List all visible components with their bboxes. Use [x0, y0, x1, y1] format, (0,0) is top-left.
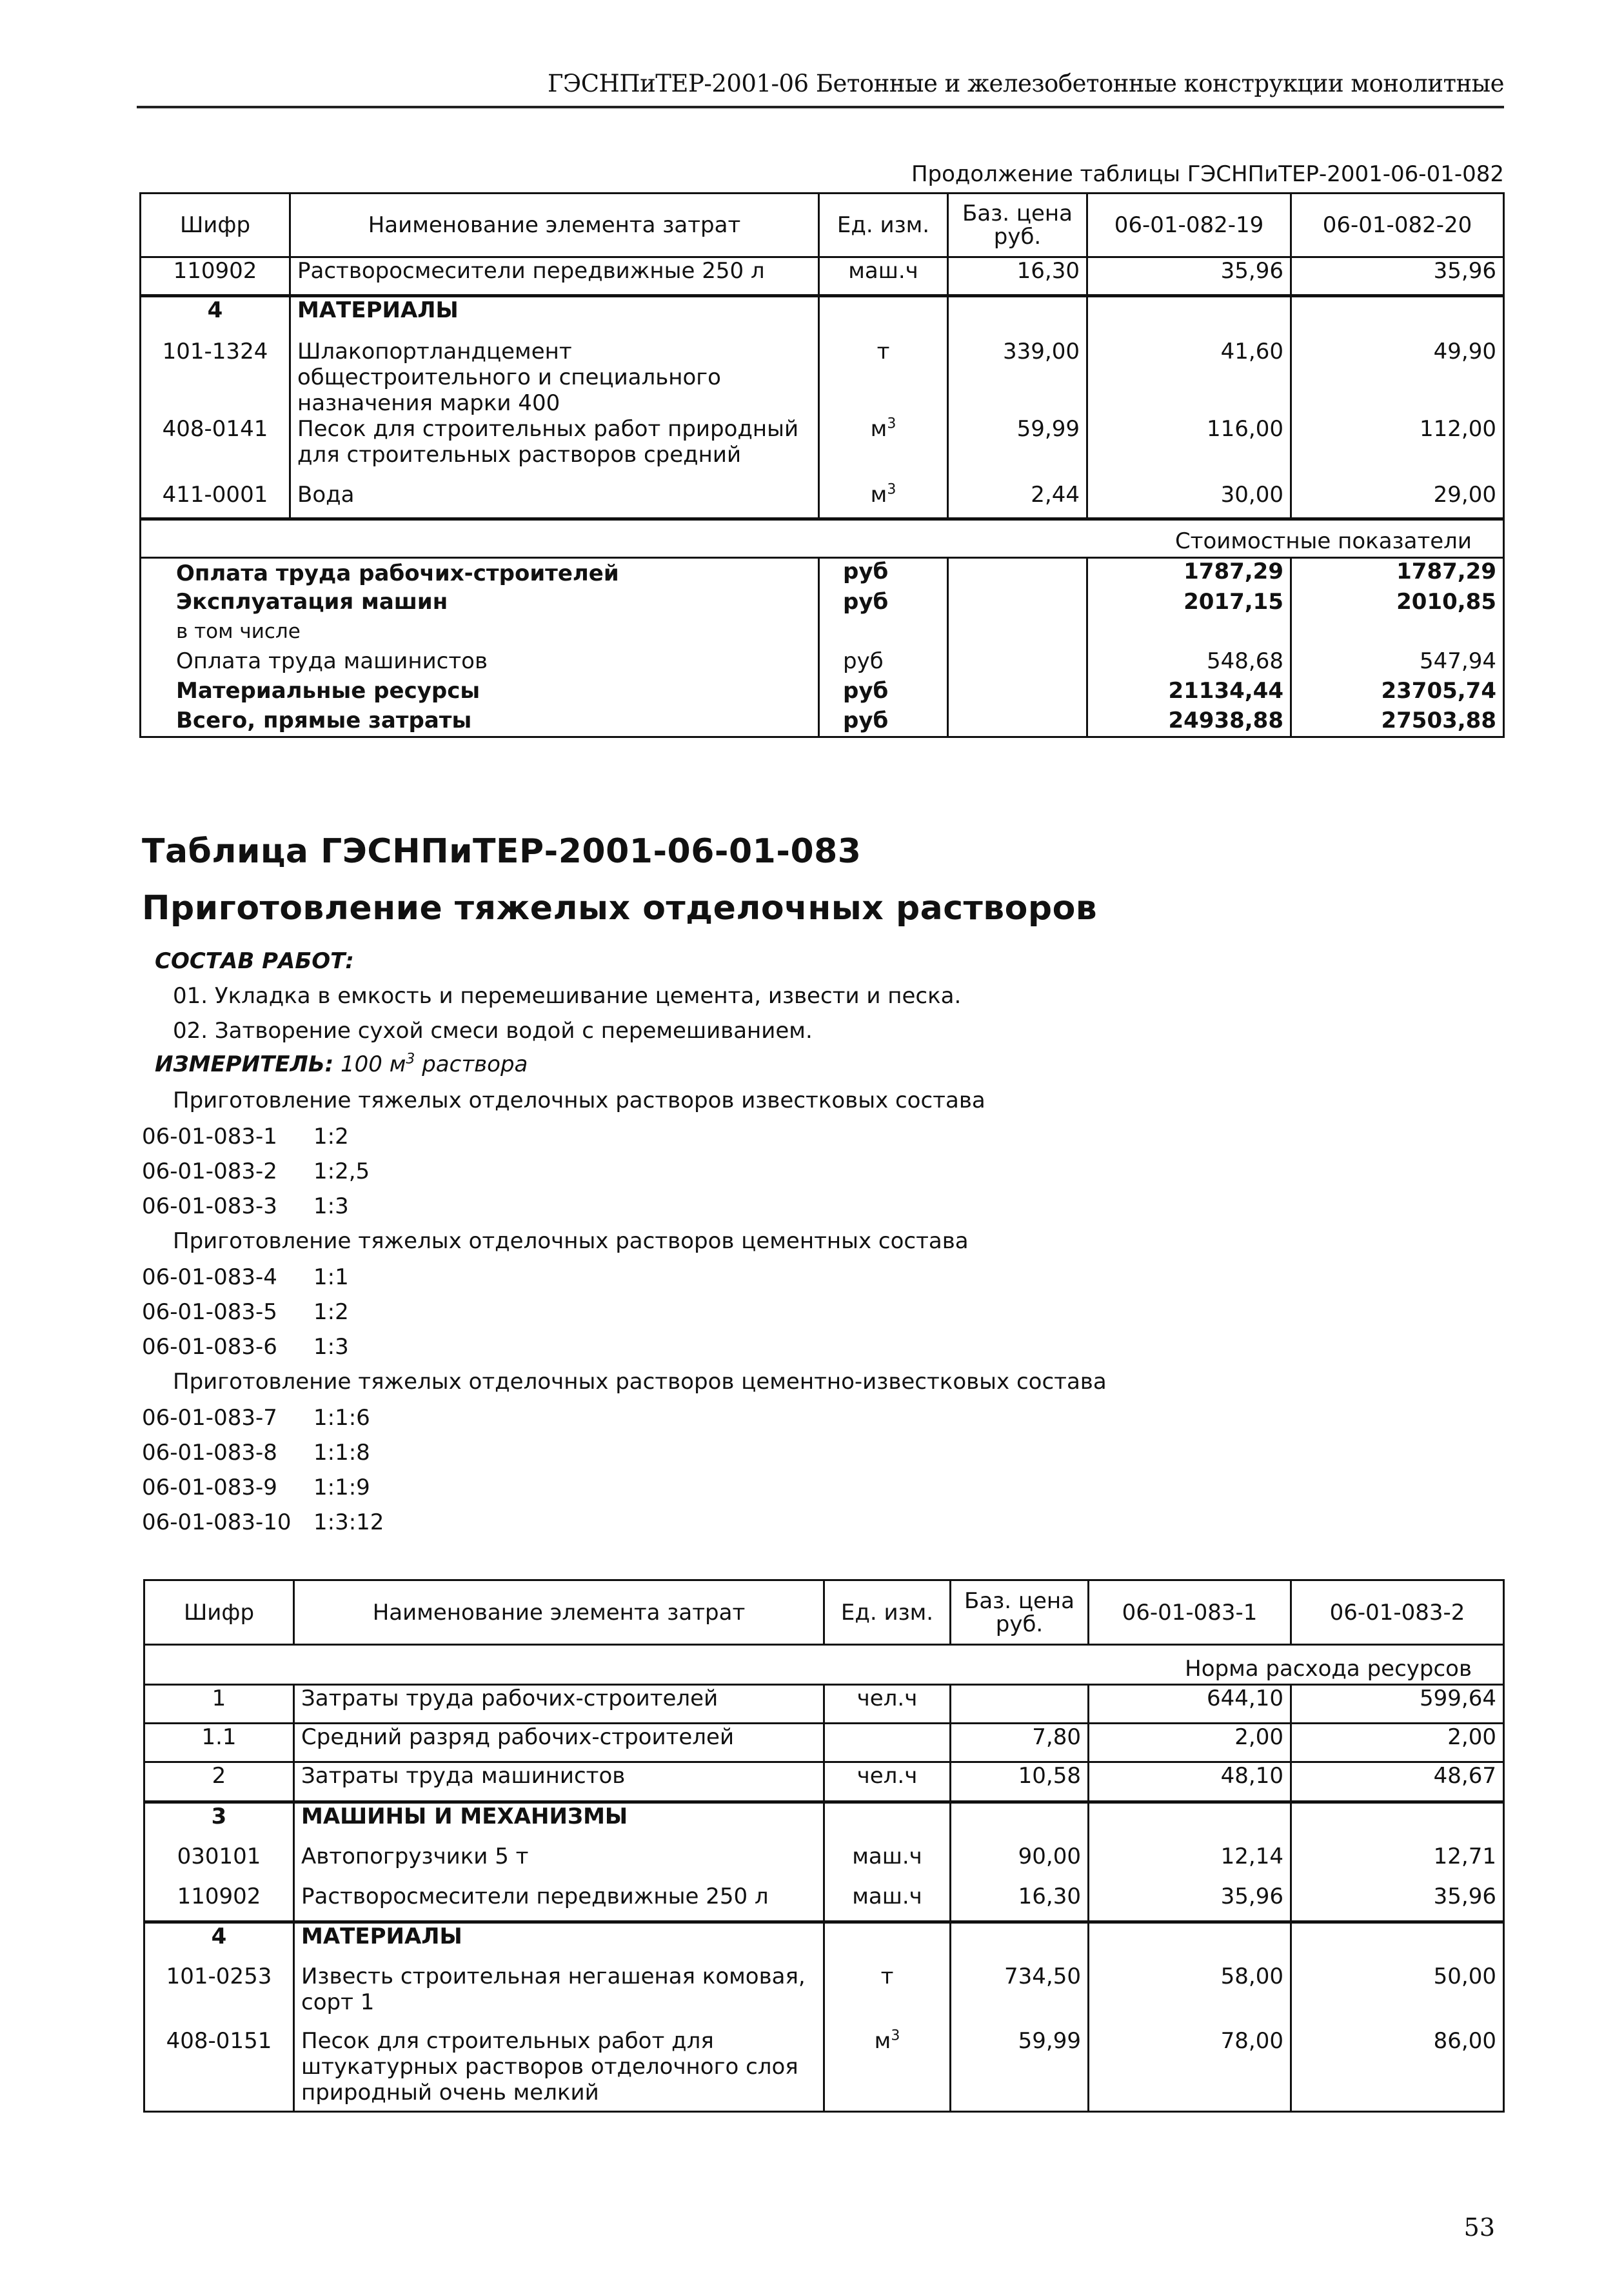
cell-price: 2,44 — [948, 482, 1087, 519]
cost-name: Эксплуатация машин — [141, 589, 819, 619]
cell-value-2: 112,00 — [1291, 416, 1504, 482]
measure-value: 100 м — [341, 1051, 406, 1077]
group-item-ratio: 1:1:9 — [313, 1475, 370, 1500]
cell-code: 408-0151 — [144, 2028, 294, 2112]
cost-header: Стоимостные показатели — [141, 519, 1504, 558]
table-row — [144, 1802, 1504, 1844]
group-title: Приготовление тяжелых отделочных растворов известковых состава — [173, 1088, 985, 1113]
group-item-ratio: 1:1 — [313, 1264, 349, 1290]
col-header-name: Наименование элемента затрат — [294, 1580, 824, 1645]
cost-unit: руб — [819, 708, 948, 737]
col-header-col2: 06-01-083-2 — [1291, 1580, 1504, 1645]
col-header-code: Шифр — [144, 1580, 294, 1645]
group-title: Приготовление тяжелых отделочных растворов цементных состава — [173, 1228, 969, 1254]
group-item-code: 06-01-083-5 — [142, 1299, 277, 1325]
cell-name: МАШИНЫ И МЕХАНИЗМЫ — [294, 1802, 824, 1844]
cell-price: 10,58 — [951, 1762, 1089, 1802]
cost-name: Оплата труда рабочих-строителей — [141, 558, 819, 589]
cell-value-2: 35,96 — [1291, 1884, 1504, 1922]
cell-code: 1 — [144, 1685, 294, 1724]
cell-unit: маш.ч — [819, 257, 948, 296]
group-item-ratio: 1:1:8 — [313, 1440, 370, 1466]
group-item-ratio: 1:2,5 — [313, 1159, 370, 1184]
cell-value-2: 12,71 — [1291, 1844, 1504, 1884]
cell-code: 101-0253 — [144, 1964, 294, 2028]
table-row — [144, 1922, 1504, 1964]
cell-name: Растворосмесители передвижные 250 л — [294, 1884, 824, 1922]
group-item-ratio: 1:2 — [313, 1299, 349, 1325]
cost-value-1: 21134,44 — [1087, 678, 1291, 708]
cell-code: 2 — [144, 1762, 294, 1802]
table1-cost-header-row — [141, 519, 1504, 558]
table-row — [141, 257, 1504, 296]
table-row — [144, 1844, 1504, 1884]
table-row — [141, 619, 1504, 648]
group-item-ratio: 1:3 — [313, 1193, 349, 1219]
table-row — [141, 339, 1504, 416]
cost-value-2: 2010,85 — [1291, 589, 1504, 619]
cell-value-1: 41,60 — [1087, 339, 1291, 416]
group-item-code: 06-01-083-4 — [142, 1264, 277, 1290]
col-header-name: Наименование элемента затрат — [290, 194, 819, 257]
cell-value-2: 49,90 — [1291, 339, 1504, 416]
cost-name: в том числе — [141, 619, 819, 648]
table2-header-row — [144, 1580, 1504, 1645]
cell-value-1: 58,00 — [1089, 1964, 1291, 2028]
cost-value-1: 24938,88 — [1087, 708, 1291, 737]
table-row — [141, 589, 1504, 619]
cell-unit: маш.ч — [824, 1884, 951, 1922]
cost-name: Оплата труда машинистов — [141, 648, 819, 678]
table-row — [144, 1964, 1504, 2028]
cell-value-2: 599,64 — [1291, 1685, 1504, 1724]
cell-value-2: 86,00 — [1291, 2028, 1504, 2112]
group-item-code: 06-01-083-7 — [142, 1405, 277, 1431]
table-row — [141, 708, 1504, 737]
table1 — [139, 192, 1505, 738]
group-item-ratio: 1:1:6 — [313, 1405, 370, 1431]
cell-code: 1.1 — [144, 1724, 294, 1762]
cost-unit: руб — [819, 648, 948, 678]
cell-unit: маш.ч — [824, 1844, 951, 1884]
col-header-price: Баз. цена руб. — [951, 1580, 1089, 1645]
table-row: 408-0141 Песок для строительных работ природный для строительных растворов средний $м^3$ 59,99 116,00 112,00 — [141, 416, 1504, 482]
cell-price: 59,99 — [951, 2028, 1089, 2112]
cell-value-2: 48,67 — [1291, 1762, 1504, 1802]
cell-unit: т — [819, 339, 948, 416]
cost-value-2: 547,94 — [1291, 648, 1504, 678]
cell-code: 408-0141 — [141, 416, 290, 482]
cell-name: Вода — [290, 482, 819, 519]
cost-value-1: 548,68 — [1087, 648, 1291, 678]
table1-caption: Продолжение таблицы ГЭСНПиТЕР-2001-06-01-082 — [911, 161, 1504, 187]
group-item-ratio: 1:3:12 — [313, 1509, 384, 1535]
cost-value-1: 1787,29 — [1087, 558, 1291, 589]
table-row: 408-0151 Песок для строительных работ для штукатурных растворов отделочного слоя природный очень мелкий $м^3$ 59,99 78,00 86,00 — [144, 2028, 1504, 2112]
cell-value-1: 78,00 — [1089, 2028, 1291, 2112]
table2 — [143, 1579, 1505, 2113]
cell-value-1: 35,96 — [1087, 257, 1291, 296]
cell-name: Растворосмесители передвижные 250 л — [290, 257, 819, 296]
cell-price: 339,00 — [948, 339, 1087, 416]
cell-price: 59,99 — [948, 416, 1087, 482]
cell-name: Затраты труда рабочих-строителей — [294, 1685, 824, 1724]
cell-unit: чел.ч — [824, 1685, 951, 1724]
cell-value-1: 2,00 — [1089, 1724, 1291, 1762]
page-number: 53 — [1463, 2213, 1495, 2242]
cell-name: Песок для строительных работ для штукатурных растворов отделочного слоя природный очень мелкий — [294, 2028, 824, 2112]
cell-price: 16,30 — [948, 257, 1087, 296]
group-item-code: 06-01-083-8 — [142, 1440, 277, 1466]
cell-name: Средний разряд рабочих-строителей — [294, 1724, 824, 1762]
table-row — [141, 648, 1504, 678]
cell-name: Затраты труда машинистов — [294, 1762, 824, 1802]
col-header-col1: 06-01-083-1 — [1089, 1580, 1291, 1645]
group-item-code: 06-01-083-10 — [142, 1509, 292, 1535]
cell-value-2: 29,00 — [1291, 482, 1504, 519]
running-header — [137, 67, 1504, 108]
cell-code: 110902 — [144, 1884, 294, 1922]
table-row — [144, 1762, 1504, 1802]
cell-unit: м — [874, 2027, 891, 2054]
cell-name: МАТЕРИАЛЫ — [294, 1922, 824, 1964]
work-composition-label: СОСТАВ РАБОТ: — [155, 948, 354, 974]
cell-code: 110902 — [141, 257, 290, 296]
cell-value-2: 35,96 — [1291, 257, 1504, 296]
cost-value-2: 1787,29 — [1291, 558, 1504, 589]
norm-header: Норма расхода ресурсов — [144, 1645, 1504, 1685]
work-item: 02. Затворение сухой смеси водой с перемешиванием. — [173, 1018, 813, 1044]
table-title: Таблица ГЭСНПиТЕР-2001-06-01-083 — [142, 832, 862, 871]
cell-value-2: 2,00 — [1291, 1724, 1504, 1762]
cell-value-1: 644,10 — [1089, 1685, 1291, 1724]
group-item-code: 06-01-083-1 — [142, 1124, 277, 1149]
table2-norm-header-row — [144, 1645, 1504, 1685]
cell-name: Автопогрузчики 5 т — [294, 1844, 824, 1884]
table-row — [144, 1685, 1504, 1724]
group-item-ratio: 1:2 — [313, 1124, 349, 1149]
cell-price: 7,80 — [951, 1724, 1089, 1762]
cell-value-1: 48,10 — [1089, 1762, 1291, 1802]
cell-name: МАТЕРИАЛЫ — [290, 296, 819, 339]
cost-value-2: 27503,88 — [1291, 708, 1504, 737]
table-row — [141, 558, 1504, 589]
cost-name: Материальные ресурсы — [141, 678, 819, 708]
cell-code: 4 — [141, 296, 290, 339]
cost-value-1: 2017,15 — [1087, 589, 1291, 619]
cell-value-1: 116,00 — [1087, 416, 1291, 482]
cell-code: 4 — [144, 1922, 294, 1964]
table-row — [141, 678, 1504, 708]
cost-unit: руб — [819, 558, 948, 589]
group-item-ratio: 1:3 — [313, 1334, 349, 1360]
measure-suffix: раствора — [422, 1051, 528, 1077]
running-header-title: ГЭСНПиТЕР-2001-06 Бетонные и железобетонные конструкции монолитные — [547, 70, 1504, 97]
cell-unit: м — [870, 415, 887, 442]
cell-price: 16,30 — [951, 1884, 1089, 1922]
col-header-code: Шифр — [141, 194, 290, 257]
cost-unit: руб — [819, 678, 948, 708]
table-row — [141, 296, 1504, 339]
table-row: 411-0001 Вода $м^3$ 2,44 30,00 29,00 — [141, 482, 1504, 519]
col-header-unit: Ед. изм. — [819, 194, 948, 257]
table-row — [144, 1884, 1504, 1922]
cost-unit: руб — [819, 589, 948, 619]
cell-unit — [824, 1724, 951, 1762]
cell-code: 411-0001 — [141, 482, 290, 519]
work-item: 01. Укладка в емкость и перемешивание цемента, извести и песка. — [173, 983, 962, 1009]
cell-name: Шлакопортландцемент общестроительного и специального назначения марки 400 — [290, 339, 819, 416]
col-header-col2: 06-01-082-20 — [1291, 194, 1504, 257]
cell-value-1: 35,96 — [1089, 1884, 1291, 1922]
cell-code: 030101 — [144, 1844, 294, 1884]
col-header-unit: Ед. изм. — [824, 1580, 951, 1645]
cell-unit: чел.ч — [824, 1762, 951, 1802]
cell-value-1: 12,14 — [1089, 1844, 1291, 1884]
cost-value-2: 23705,74 — [1291, 678, 1504, 708]
cell-price: 734,50 — [951, 1964, 1089, 2028]
group-title: Приготовление тяжелых отделочных растворов цементно-известковых состава — [173, 1369, 1107, 1395]
cell-code: 101-1324 — [141, 339, 290, 416]
cell-price: 90,00 — [951, 1844, 1089, 1884]
cell-name: Песок для строительных работ природный для строительных растворов средний — [290, 416, 819, 482]
group-item-code: 06-01-083-9 — [142, 1475, 277, 1500]
group-item-code: 06-01-083-6 — [142, 1334, 277, 1360]
table1-header-row — [141, 194, 1504, 257]
col-header-col1: 06-01-082-19 — [1087, 194, 1291, 257]
cell-price — [951, 1685, 1089, 1724]
table-row — [144, 1724, 1504, 1762]
cell-name: Известь строительная негашеная комовая, сорт 1 — [294, 1964, 824, 2028]
measure-line: ИЗМЕРИТЕЛЬ: 100 $м^3$ раствора — [155, 1051, 528, 1077]
group-item-code: 06-01-083-3 — [142, 1193, 277, 1219]
cell-value-2: 50,00 — [1291, 1964, 1504, 2028]
col-header-price: Баз. цена руб. — [948, 194, 1087, 257]
measure-label: ИЗМЕРИТЕЛЬ: — [155, 1051, 334, 1077]
section-subtitle: Приготовление тяжелых отделочных растворов — [142, 889, 1098, 928]
cell-code: 3 — [144, 1802, 294, 1844]
group-item-code: 06-01-083-2 — [142, 1159, 277, 1184]
cell-value-1: 30,00 — [1087, 482, 1291, 519]
cell-unit: м — [870, 481, 887, 508]
cost-name: Всего, прямые затраты — [141, 708, 819, 737]
cell-unit: т — [824, 1964, 951, 2028]
